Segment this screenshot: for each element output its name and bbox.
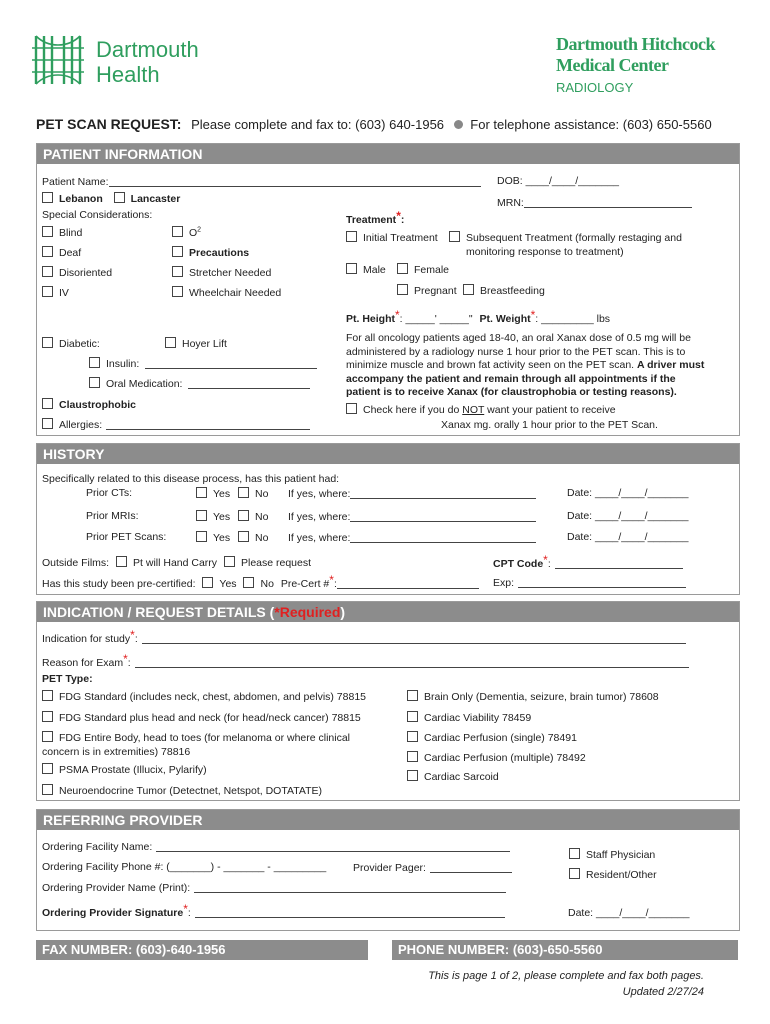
history-yes-checkbox[interactable]: Yes (196, 487, 230, 500)
updated-note: Updated 2/27/24 (622, 986, 704, 998)
cardiac-perfusion-single-checkbox[interactable]: Cardiac Perfusion (single) 78491 (407, 731, 577, 744)
deaf-checkbox[interactable]: Deaf (42, 246, 81, 259)
department: RADIOLOGY (556, 80, 634, 95)
fdg-entire-body-cont: concern is in extremities) 78816 (42, 746, 191, 758)
history-where-field[interactable]: If yes, where: (288, 487, 536, 500)
outside-films-row: Outside Films: Pt will Hand Carry Please request (42, 557, 312, 569)
dob-field[interactable]: DOB: ____/____/_______ (497, 175, 620, 187)
section-header: INDICATION / REQUEST DETAILS (*Required) (37, 602, 739, 622)
insulin-checkbox[interactable]: Insulin: (89, 357, 317, 370)
history-where-field[interactable]: If yes, where: (288, 510, 536, 523)
history-where-field[interactable]: If yes, where: (288, 531, 536, 544)
history-no-checkbox[interactable]: No (238, 510, 268, 523)
height-weight-row[interactable]: Pt. Height*: _____' _____" Pt. Weight*: _________ lbs (346, 308, 611, 325)
history-date-field[interactable]: Date: ____/____/_______ (567, 487, 689, 499)
provider-name-field[interactable]: Ordering Provider Name (Print): (42, 881, 506, 894)
xanax-notice: For all oncology patients aged 18-40, an oral Xanax dose of 0.5 mg will be administered by a radiology nurse 1 hour prior to the PET scan. This is to minimize muscle and brown fat activity seen on the PET scan. A driver must accompany the patient and remain through all appointments if the patient is to receive Xanax (for claustrophobia or testing reasons). (346, 332, 705, 398)
fdg-standard-checkbox[interactable]: FDG Standard (includes neck, chest, abdomen, and pelvis) 78815 (42, 690, 366, 703)
phone-instruction: For telephone assistance: (603) 650-5560 (470, 117, 712, 132)
staff-physician-checkbox[interactable]: Staff Physician (569, 848, 655, 861)
signature-date-field[interactable]: Date: ____/____/_______ (568, 907, 690, 919)
male-checkbox[interactable]: Male (346, 263, 386, 276)
facility-name-field[interactable]: Ordering Facility Name: (42, 840, 510, 853)
psma-checkbox[interactable]: PSMA Prostate (Illucix, Pylarify) (42, 763, 207, 776)
section-header: HISTORY (37, 444, 739, 464)
dhmc-name-line2: Medical Center (556, 55, 669, 75)
dartmouth-health-logo (30, 32, 86, 93)
logo-text-line2: Health (96, 62, 160, 87)
no-xanax-cont: Xanax mg. orally 1 hour prior to the PET Scan. (441, 419, 658, 431)
patient-name-label: Patient Name: (42, 176, 109, 188)
blind-checkbox[interactable]: Blind (42, 226, 82, 239)
request-title-row (36, 116, 712, 132)
female-checkbox[interactable]: Female (397, 263, 449, 276)
precert-yes-checkbox[interactable]: Yes (202, 577, 236, 590)
patient-name-field[interactable] (42, 175, 481, 188)
precert-row: Has this study been pre-certified: Yes No Pre-Cert #*: (42, 576, 479, 590)
fax-number-bar: FAX NUMBER: (603)-640-1956 (36, 940, 368, 960)
location-options (42, 192, 180, 205)
history-no-checkbox[interactable]: No (238, 487, 268, 500)
brain-only-checkbox[interactable]: Brain Only (Dementia, seizure, brain tumor) 78608 (407, 690, 659, 703)
treatment-label: Treatment*: (346, 209, 405, 226)
bullet-icon (454, 120, 463, 129)
pregnant-checkbox[interactable]: Pregnant (397, 284, 457, 297)
cardiac-viability-checkbox[interactable]: Cardiac Viability 78459 (407, 711, 531, 724)
exp-field[interactable]: Exp: (493, 576, 686, 589)
history-row-label: Prior PET Scans: (86, 531, 167, 543)
subsequent-treatment-checkbox[interactable]: Subsequent Treatment (formally restaging and (449, 231, 682, 244)
cardiac-perfusion-multiple-checkbox[interactable]: Cardiac Perfusion (multiple) 78492 (407, 751, 586, 764)
cpt-code-field[interactable]: CPT Code*: (493, 556, 683, 570)
request-title: PET SCAN REQUEST: (36, 116, 182, 132)
breastfeeding-checkbox[interactable]: Breastfeeding (463, 284, 545, 297)
history-intro: Specifically related to this disease process, has this patient had: (42, 473, 340, 485)
history-no-checkbox[interactable]: No (238, 531, 268, 544)
history-row-label: Prior CTs: (86, 487, 133, 499)
cardiac-sarcoid-checkbox[interactable]: Cardiac Sarcoid (407, 770, 499, 783)
lebanon-checkbox[interactable]: Lebanon (42, 192, 103, 205)
resident-other-checkbox[interactable]: Resident/Other (569, 868, 657, 881)
provider-signature-field[interactable]: Ordering Provider Signature*: (42, 905, 505, 919)
history-row-label: Prior MRIs: (86, 510, 139, 522)
lancaster-checkbox[interactable]: Lancaster (114, 192, 181, 205)
facility-phone-field[interactable]: Ordering Facility Phone #: (_______) - _______ - _________ (42, 861, 327, 873)
neuroendocrine-checkbox[interactable]: Neuroendocrine Tumor (Detectnet, Netspot, DOTATATE) (42, 784, 322, 797)
allergies-checkbox[interactable]: Allergies: (42, 418, 310, 431)
section-header: REFERRING PROVIDER (37, 810, 739, 830)
hand-carry-checkbox[interactable]: Pt will Hand Carry (116, 556, 217, 569)
oral-medication-checkbox[interactable]: Oral Medication: (89, 377, 310, 390)
reason-field[interactable]: Reason for Exam*: (42, 655, 689, 669)
hoyer-lift-checkbox[interactable]: Hoyer Lift (165, 337, 227, 350)
iv-checkbox[interactable]: IV (42, 286, 69, 299)
history-yes-checkbox[interactable]: Yes (196, 531, 230, 544)
section-header: PATIENT INFORMATION (37, 144, 739, 164)
dhmc-name-line1: Dartmouth Hitchcock (556, 34, 715, 54)
special-considerations-label: Special Considerations: (42, 209, 153, 221)
pet-type-label: PET Type: (42, 673, 93, 685)
disoriented-checkbox[interactable]: Disoriented (42, 266, 112, 279)
logo-text-line1: Dartmouth (96, 37, 199, 62)
history-date-field[interactable]: Date: ____/____/_______ (567, 531, 689, 543)
fax-instruction: Please complete and fax to: (603) 640-1956 (191, 117, 445, 132)
precautions-checkbox[interactable]: Precautions (172, 246, 249, 259)
o2-checkbox[interactable]: $O^2$ (172, 226, 201, 239)
initial-treatment-checkbox[interactable]: Initial Treatment (346, 231, 438, 244)
mrn-field[interactable]: MRN: (497, 196, 692, 209)
fdg-entire-body-checkbox[interactable]: FDG Entire Body, head to toes (for melanoma or where clinical (42, 731, 350, 744)
logo-mark-icon (30, 32, 86, 88)
no-xanax-checkbox[interactable]: Check here if you do NOT want your patient to receive (346, 403, 616, 416)
diabetic-checkbox[interactable]: Diabetic: (42, 337, 100, 350)
history-date-field[interactable]: Date: ____/____/_______ (567, 510, 689, 522)
precert-number-field[interactable]: Pre-Cert #*: (281, 578, 479, 590)
page-note: This is page 1 of 2, please complete and fax both pages. (428, 970, 704, 982)
wheelchair-checkbox[interactable]: Wheelchair Needed (172, 286, 281, 299)
history-yes-checkbox[interactable]: Yes (196, 510, 230, 523)
subsequent-treatment-cont: monitoring response to treatment) (466, 246, 624, 258)
please-request-checkbox[interactable]: Please request (224, 556, 311, 569)
phone-number-bar: PHONE NUMBER: (603)-650-5560 (392, 940, 738, 960)
precert-no-checkbox[interactable]: No (243, 577, 273, 590)
stretcher-checkbox[interactable]: Stretcher Needed (172, 266, 271, 279)
fdg-head-neck-checkbox[interactable]: FDG Standard plus head and neck (for head/neck cancer) 78815 (42, 711, 361, 724)
claustrophobic-checkbox[interactable]: Claustrophobic (42, 398, 136, 411)
indication-field[interactable]: Indication for study*: (42, 631, 686, 645)
provider-pager-field[interactable]: Provider Pager: (353, 861, 512, 874)
